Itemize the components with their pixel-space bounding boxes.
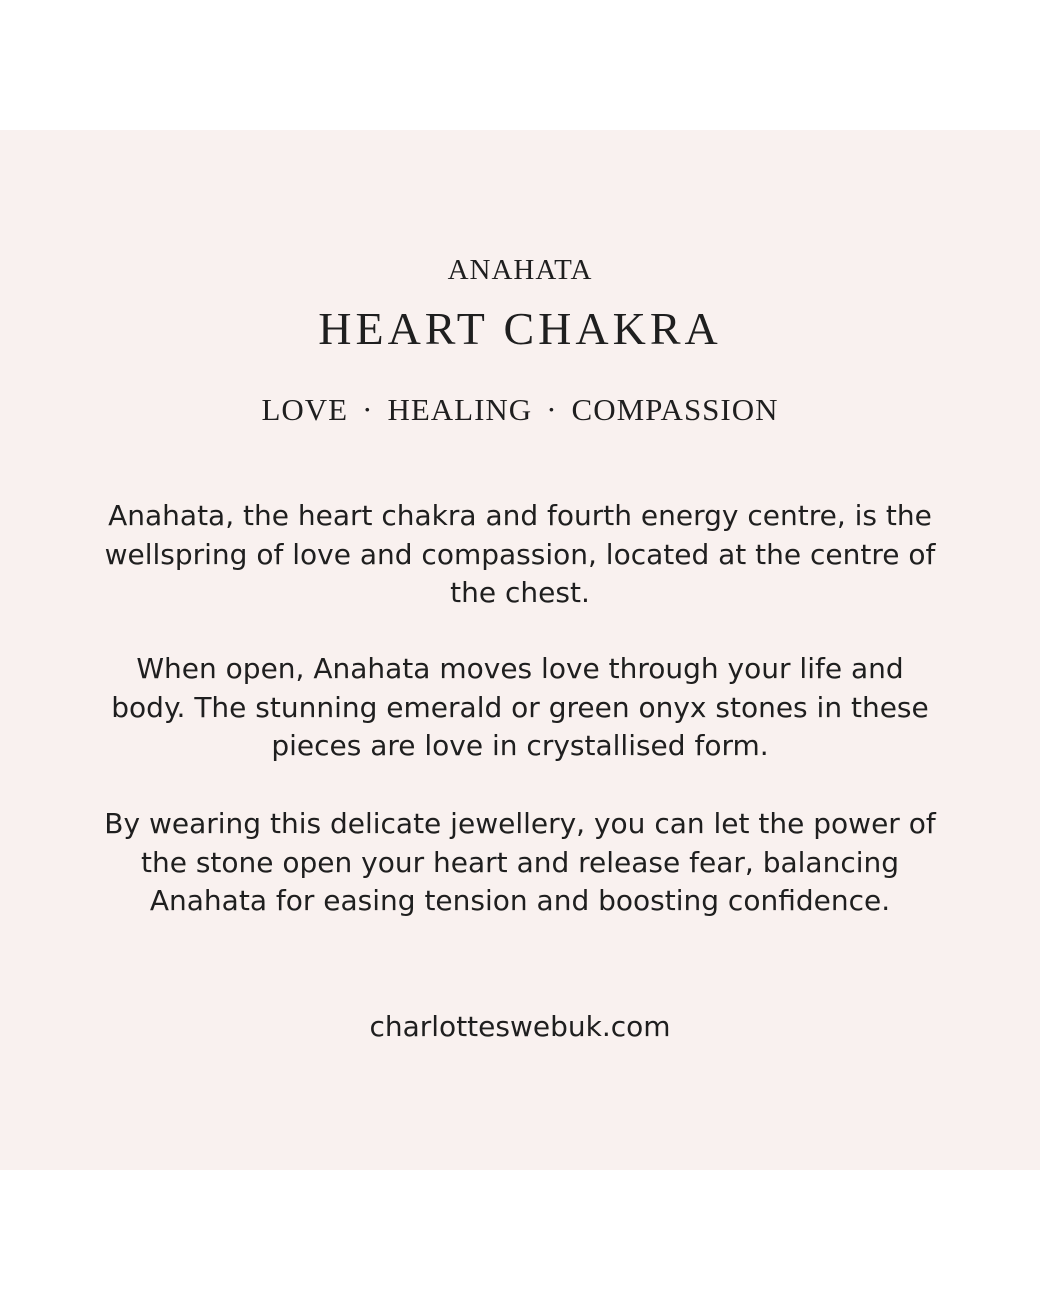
chakra-subtitle: ANAHATA bbox=[447, 254, 593, 286]
keyword-love: LOVE bbox=[261, 392, 349, 427]
keyword-separator: · bbox=[362, 392, 374, 427]
info-card bbox=[0, 130, 1040, 1170]
paragraph-benefits: By wearing this delicate jewellery, you can let the power of the stone open your heart and release fear, balancing Anahata for easing tension and boosting confidence. bbox=[104, 807, 936, 917]
website-text: charlotteswebuk.com bbox=[369, 1010, 671, 1043]
chakra-title: HEART CHAKRA bbox=[318, 303, 722, 354]
paragraph-intro: Anahata, the heart chakra and fourth energy centre, is the wellspring of love and compassion, located at the centre of the chest. bbox=[104, 499, 936, 609]
keyword-compassion: COMPASSION bbox=[571, 392, 779, 427]
paragraph-stones: When open, Anahata moves love through your life and body. The stunning emerald or green onyx stones in these pieces are love in crystallised form. bbox=[111, 652, 929, 762]
keyword-separator: · bbox=[546, 392, 558, 427]
keyword-healing: HEALING bbox=[387, 392, 533, 427]
keywords-line bbox=[0, 392, 1040, 428]
